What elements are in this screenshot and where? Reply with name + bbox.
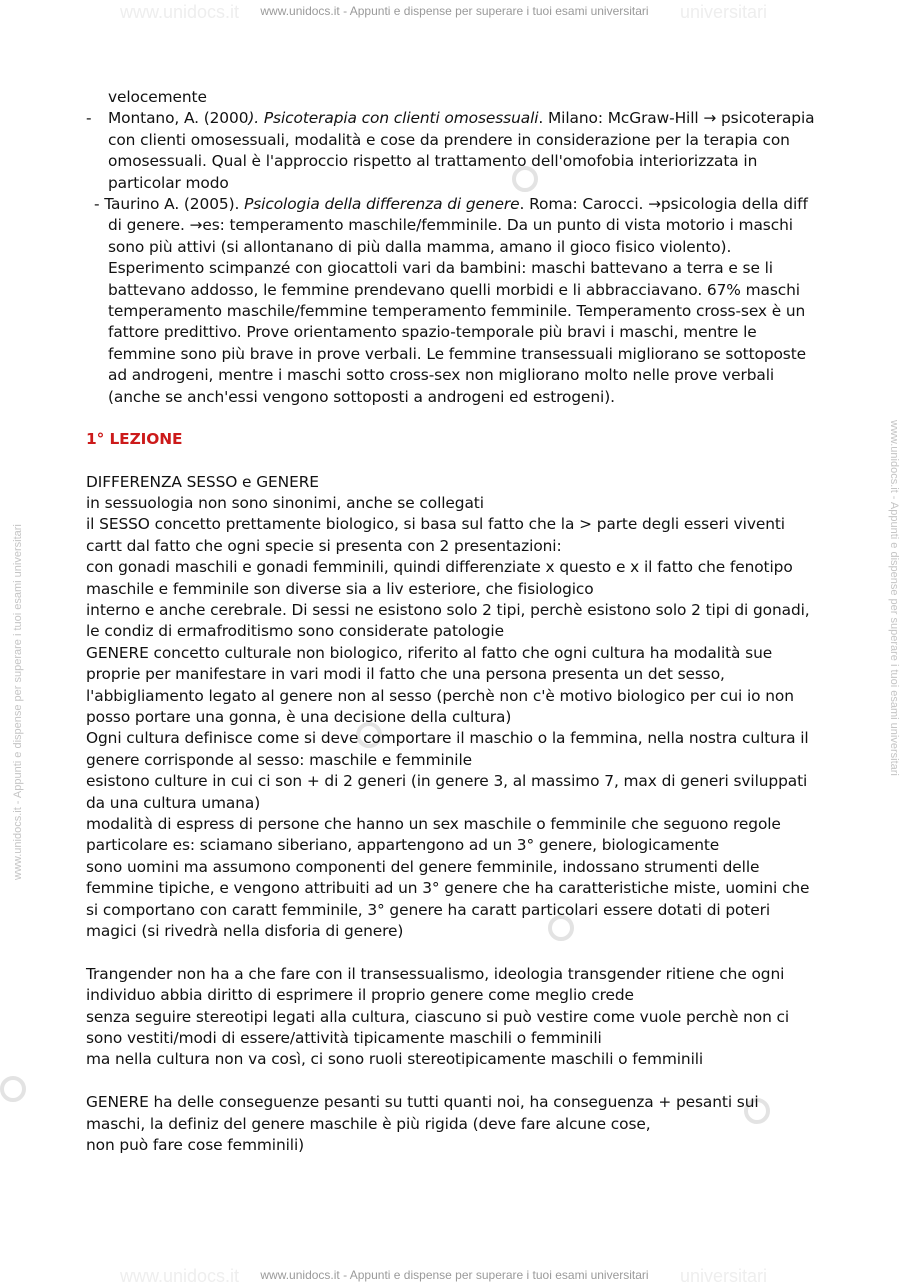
genere-line: non può fare cose femminili) bbox=[86, 1136, 305, 1155]
genere-line: GENERE ha delle conseguenze pesanti su tutti quanti noi, ha conseguenza + pesanti sui maschi, la definiz del genere maschile è più rigida (deve fare alcune cose, bbox=[86, 1093, 759, 1133]
document-body bbox=[86, 87, 818, 1156]
watermark-left-side: www.unidocs.it - Appunti e dispense per superare i tuoi esami universitari bbox=[12, 524, 24, 880]
bibliography-entry-taurino bbox=[86, 194, 818, 408]
lesson-heading: 1° LEZIONE bbox=[86, 430, 183, 449]
faint-watermark-top: www.unidocs.it bbox=[120, 2, 240, 22]
faint-watermark-bottom-right: universitari bbox=[680, 1266, 768, 1286]
bibliography-continuation: velocemente bbox=[108, 88, 207, 106]
transgender-line: ma nella cultura non va così, ci sono ruoli stereotipicamente maschili o femminili bbox=[86, 1050, 704, 1069]
entry-rest: . Roma: Carocci. →psicologia della diff di genere. →es: temperamento maschile/femminile. Da un punto di vista motorio i maschi sono più attivi (si allontanano di più dalla mamma, amano il gioco fisico violento). Esperimento scimpanzé con giocattoli vari da bambini: maschi battevano a terra e se li battevano addosso, le femmine prendevano quelli morbidi e li abbracciavano. 67% maschi temperamento maschile/femmine temperamento femminile. Temperamento cross-sex è un fattore predittivo. Prove orientamento spazio-temporale più bravi i maschi, mentre le femmine sono più brave in prove verbali. Le femmine transessuali migliorano se sottoposte ad androgeni, mentre i maschi sotto cross-sex non migliorano molto nelle prove verbali (anche se anch'essi vengono sottoposti a androgeni ed estrogeni). bbox=[108, 195, 808, 406]
paragraph-gap bbox=[86, 942, 818, 963]
paragraph-line: sono uomini ma assumono componenti del genere femminile, indossano strumenti delle femmine tipiche, e vengono attribuiti ad un 3° genere che ha caratteristiche miste, uomini che si comportano con caratt femminile, 3° genere ha caratt particolari essere dotati di poteri magici (si rivedrà nella disforia di genere) bbox=[86, 857, 810, 941]
entry-rest: . Milano: McGraw-Hill → psicoterapia con clienti omosessuali, modalità e cose da prendere in considerazione per la terapia con omosessuali. Qual è l'approccio rispetto al trattamento dell'omofobia interiorizzata in particolar modo bbox=[108, 109, 815, 192]
entry-title: Psicologia della differenza di genere bbox=[244, 195, 520, 214]
paragraph-line: in sessuologia non sono sinonimi, anche se collegati bbox=[86, 493, 484, 512]
bibliography-entry-montano bbox=[86, 108, 818, 194]
paragraph-line: DIFFERENZA SESSO e GENERE bbox=[86, 472, 319, 491]
entry-author: Montano, A. (2000 bbox=[108, 109, 249, 128]
paragraph-line: esistono culture in cui ci son + di 2 generi (in genere 3, al massimo 7, max di generi sviluppati da una cultura umana) bbox=[86, 772, 808, 812]
transgender-line: Trangender non ha a che fare con il transessualismo, ideologia transgender ritiene che ogni individuo abbia diritto di esprimere il proprio genere come meglio crede bbox=[86, 964, 785, 1005]
paragraph-gap bbox=[86, 1071, 818, 1092]
list-dash: - bbox=[86, 109, 92, 128]
paragraph-line: il SESSO concetto prettamente biologico, si basa sul fatto che la > parte degli esseri viventi cartt dal fatto che ogni specie si presenta con 2 presentazioni: bbox=[86, 515, 785, 555]
entry-author: Taurino A. (2005). bbox=[99, 195, 245, 214]
unidocs-logo-icon bbox=[0, 1076, 26, 1102]
paragraph-line: modalità di espress di persone che hanno un sex maschile o femminile che seguono regole particolare es: sciamano siberiano, appartengono ad un 3° genere, biologicamente bbox=[86, 815, 781, 855]
paragraph-line: con gonadi maschili e gonadi femminili, quindi differenziate x questo e x il fatto che fenotipo maschile e femminile son diverse sia a liv esteriore, che fisiologico bbox=[86, 558, 793, 598]
faint-watermark-bottom: www.unidocs.it bbox=[120, 1266, 240, 1286]
entry-title: ). Psicoterapia con clienti omosessuali bbox=[248, 109, 539, 128]
list-dash: - bbox=[94, 195, 100, 214]
watermark-right-side: www.unidocs.it - Appunti e dispense per superare i tuoi esami universitari bbox=[888, 420, 900, 776]
paragraph-line: GENERE concetto culturale non biologico, riferito al fatto che ogni cultura ha modalità sue proprie per manifestare in vari modi il fatto che una persona presenta un det sesso, l'abbigliamento legato al genere non al sesso (perchè non c'è motivo biologico per cui io non posso portare una gonna, è una decisione della cultura) bbox=[86, 643, 794, 726]
faint-watermark-top-right: universitari bbox=[680, 2, 768, 22]
paragraph-line: Ogni cultura definisce come si deve comportare il maschio o la femmina, nella nostra cultura il genere corrisponde al sesso: maschile e femminile bbox=[86, 729, 809, 769]
watermark-footer: www.unidocs.it - Appunti e dispense per superare i tuoi esami universitari bbox=[260, 1268, 649, 1282]
watermark-header: www.unidocs.it - Appunti e dispense per superare i tuoi esami universitari bbox=[260, 4, 649, 18]
transgender-line: senza seguire stereotipi legati alla cultura, ciascuno si può vestire come vuole perchè non ci sono vestiti/modi di essere/attività tipicamente maschili o femminili bbox=[86, 1007, 790, 1048]
paragraph-line: interno e anche cerebrale. Di sessi ne esistono solo 2 tipi, perchè esistono solo 2 tipi di gonadi, le condiz di ermafroditismo sono considerate patologie bbox=[86, 600, 810, 641]
